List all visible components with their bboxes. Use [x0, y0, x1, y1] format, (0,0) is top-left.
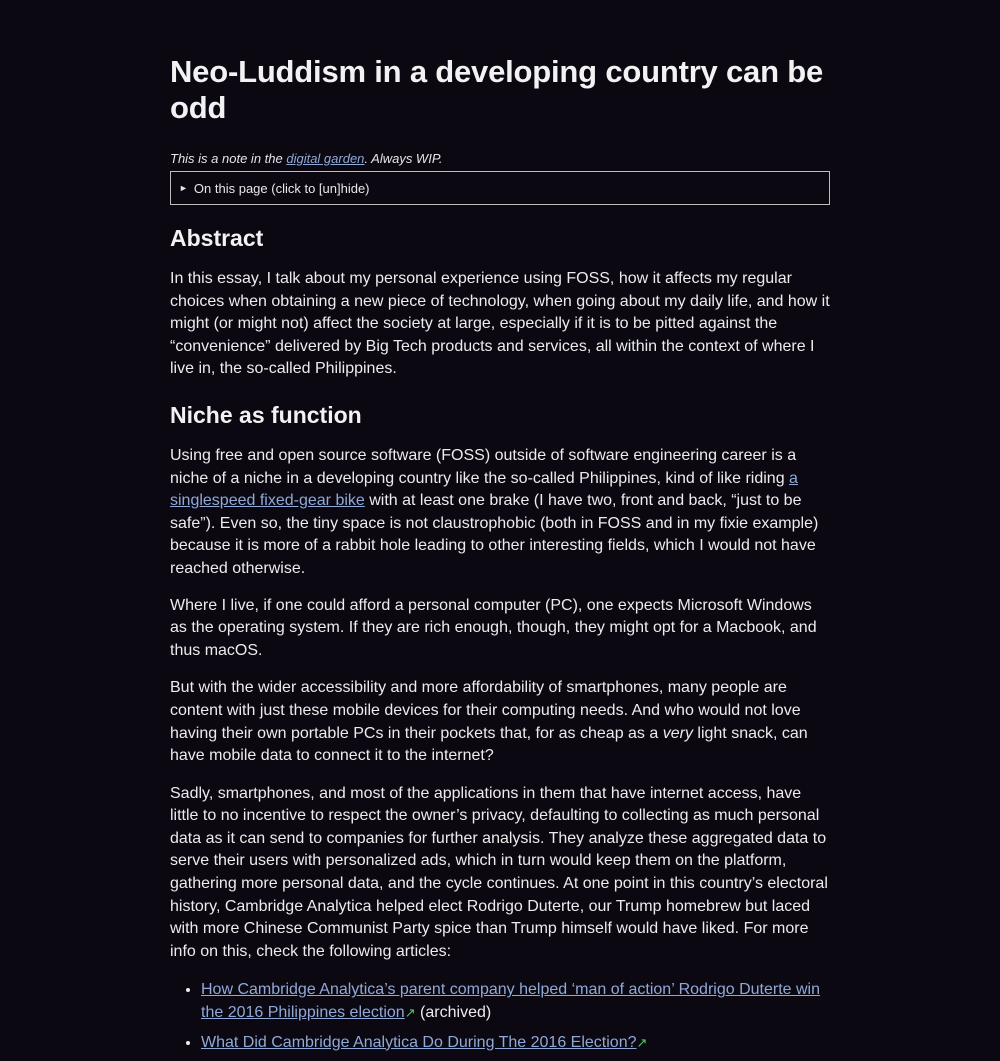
table-of-contents-toggle[interactable]: [170, 171, 830, 205]
disclosure-triangle-icon: ►: [179, 183, 188, 193]
page-title: Neo-Luddism in a developing country can be odd: [170, 54, 824, 125]
abstract-paragraph: In this essay, I talk about my personal experience using FOSS, how it affects my regular choices when obtaining a new piece of technology, when going about my daily life, and how it might (or might not) affect the society at large, especially if it is to be pitted against the “convenience” delivered by Big Tech products and services, all within the context of where I live in, the so-called Philippines.: [170, 270, 830, 378]
cambridge-analytica-article-link[interactable]: How Cambridge Analytica’s parent company helped ‘man of action’ Rodrigo Duterte win the 2016 Philippines election: [201, 981, 820, 1022]
niche-heading: Niche as function: [170, 401, 362, 428]
external-link-icon: ↗: [404, 1005, 416, 1021]
garden-note-suffix: . Always WIP.: [364, 151, 443, 166]
list-item: [201, 979, 830, 1024]
paragraph-text: Using free and open source software (FOSS) outside of software engineering career is a niche of a niche in a developing country like the so-called Philippines, kind of like riding: [170, 446, 797, 487]
fixed-gear-bike-link[interactable]: a singlespeed fixed-gear bike: [170, 469, 798, 510]
article: [170, 50, 830, 1061]
article-link-list: [170, 979, 830, 1054]
garden-note-prefix: This is a note in the: [170, 151, 287, 166]
list-item: [201, 1032, 830, 1055]
cambridge-analytica-election-link[interactable]: What Did Cambridge Analytica Do During The 2016 Election?: [201, 1033, 637, 1051]
digital-garden-link[interactable]: digital garden: [286, 151, 365, 166]
paragraph-text: light snack, can have mobile data to connect it to the internet?: [170, 724, 808, 765]
emphasis-text: very: [662, 724, 693, 742]
abstract-heading: Abstract: [170, 225, 264, 251]
archived-note: (archived): [415, 1004, 492, 1022]
niche-paragraph-4: Sadly, smartphones, and most of the applications in them that have internet access, have little to no incentive to respect the owner’s privacy, defaulting to collecting as much personal data as it can send to companies for further analysis. They analyze these aggregated data to serve their users with personalized ads, which in turn would keep them on the platform, gathering more personal data, and the cycle continues. At one point in this country’s electoral history, Cambridge Analytica helped elect Rodrigo Duterte, our Trump homebrew but laced with more Chinese Communist Party spice than Trump himself would have liked. For more info on this, check the following articles:: [170, 784, 828, 960]
niche-paragraph-3: [170, 677, 830, 767]
paragraph-text: But with the wider accessibility and more affordability of smartphones, many people are content with just these mobile devices for their computing needs. And who would not love having their own portable PCs in their pockets that, for as cheap as a: [170, 679, 801, 742]
niche-paragraph-2: Where I live, if one could afford a personal computer (PC), one expects Microsoft Windows as the operating system. If they are rich enough, though, they might opt for a Macbook, and thus macOS.: [170, 596, 817, 659]
garden-note: [170, 151, 830, 167]
paragraph-text: with at least one brake (I have two, front and back, “just to be safe”). Even so, the tiny space is not claustrophobic (both in FOSS and in my fixie example) because it is more of a rabbit hole leading to other interesting fields, which I would not have reached otherwise.: [170, 492, 819, 577]
niche-paragraph-1: [170, 445, 830, 581]
external-link-icon: ↗: [636, 1034, 648, 1050]
toc-label: On this page (click to [un]hide): [193, 180, 370, 196]
